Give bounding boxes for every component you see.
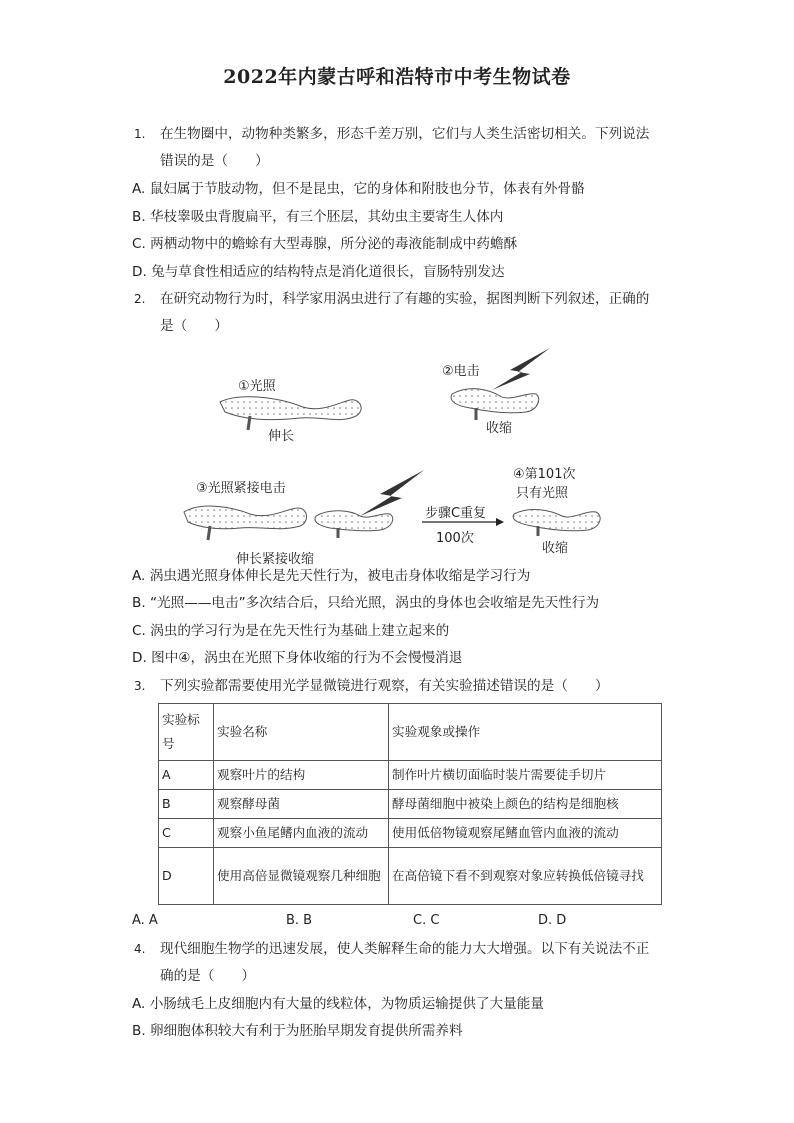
- option-b: B. 华枝睾吸虫背腹扁平，有三个胚层，其幼虫主要寄生人体内: [132, 209, 504, 225]
- table-cell: D: [159, 848, 214, 905]
- figure-label: ④第101次: [513, 467, 576, 482]
- lightning-icon: [492, 348, 550, 390]
- flatworm-contracted-icon: [315, 511, 393, 538]
- table-cell: A: [159, 761, 214, 790]
- figure-label: ③光照紧接电击: [196, 481, 286, 496]
- option-d: D. 图中④，涡虫在光照下身体收缩的行为不会慢慢消退: [132, 650, 463, 666]
- option-a: A. A: [132, 913, 158, 928]
- table-header-row: [159, 704, 662, 761]
- table-header-cell: 实验观象或操作: [389, 704, 662, 761]
- flatworm-elongated-icon: [184, 506, 307, 540]
- question-stem: 现代细胞生物学的迅速发展，使人类解释生命的能力大大增强。以下有关说法不正: [160, 941, 650, 957]
- table-cell: 观察小鱼尾鳍内血液的流动: [214, 819, 389, 848]
- option-b: B. B: [286, 913, 313, 928]
- figure-label: 伸长: [268, 429, 295, 444]
- question-stem: 是（ ）: [160, 318, 228, 334]
- page-title: 2022年内蒙古呼和浩特市中考生物试卷: [223, 66, 571, 88]
- figure-label: 步骤C重复: [425, 506, 487, 521]
- option-a: A. 小肠绒毛上皮细胞内有大量的线粒体，为物质运输提供了大量能量: [132, 996, 544, 1012]
- question-number: 4.: [134, 942, 146, 956]
- lightning-icon: [360, 470, 424, 516]
- table-cell: 制作叶片横切面临时装片需要徒手切片: [389, 761, 662, 790]
- question-stem: 确的是（ ）: [160, 968, 256, 984]
- figure-label: 100次: [436, 531, 474, 546]
- figure-label: ②电击: [442, 364, 480, 379]
- table-cell: 在高倍镜下看不到观察对象应转换低倍镜寻找: [389, 848, 662, 905]
- table-row: [159, 848, 662, 905]
- option-c: C. 两栖动物中的蟾蜍有大型毒腺，所分泌的毒液能制成中药蟾酥: [132, 236, 518, 252]
- option-c: C. C: [413, 913, 440, 928]
- figure-label: 收缩: [542, 541, 569, 556]
- option-a: A. 鼠妇属于节肢动物，但不是昆虫，它的身体和附肢也分节，体表有外骨骼: [132, 181, 585, 197]
- table-cell: 观察酵母菌: [214, 790, 389, 819]
- question-number: 3.: [134, 679, 146, 693]
- table-header-cell: 实验标号: [159, 704, 214, 761]
- flatworm-contracted-icon: [451, 389, 539, 420]
- figure-label: 收缩: [486, 421, 513, 436]
- table-cell: 酵母菌细胞中被染上颜色的结构是细胞核: [389, 790, 662, 819]
- table-cell: B: [159, 790, 214, 819]
- question-stem: 在研究动物行为时，科学家用涡虫进行了有趣的实验，据图判断下列叙述，正确的: [160, 291, 650, 307]
- option-b: B. “光照——电击”多次结合后，只给光照，涡虫的身体也会收缩是先天性行为: [132, 595, 600, 611]
- option-d: D. D: [538, 913, 567, 928]
- table-header-cell: 实验名称: [214, 704, 389, 761]
- table-cell: 观察叶片的结构: [214, 761, 389, 790]
- experiment-table: [158, 703, 662, 905]
- option-d: D. 兔与草食性相适应的结构特点是消化道很长，盲肠特别发达: [132, 264, 505, 280]
- question-stem: 错误的是（ ）: [160, 153, 269, 169]
- table-cell: 使用低倍物镜观察尾鳍血管内血液的流动: [389, 819, 662, 848]
- question-number: 1.: [134, 127, 146, 141]
- question-stem: 在生物圈中，动物种类繁多，形态千差万别，它们与人类生活密切相关。下列说法: [160, 126, 650, 142]
- option-c: C. 涡虫的学习行为是在先天性行为基础上建立起来的: [132, 623, 450, 639]
- question-stem: 下列实验都需要使用光学显微镜进行观察，有关实验描述错误的是（ ）: [160, 678, 609, 694]
- option-b: B. 卵细胞体积较大有利于为胚胎早期发育提供所需养料: [132, 1023, 463, 1039]
- flatworm-contracted-icon: [513, 510, 600, 536]
- figure-label: 只有光照: [516, 486, 569, 501]
- option-a: A. 涡虫遇光照身体伸长是先天性行为，被电击身体收缩是学习行为: [132, 568, 531, 584]
- table-row: [159, 761, 662, 790]
- question-number: 2.: [134, 292, 146, 306]
- figure-label: ①光照: [238, 379, 276, 394]
- table-row: [159, 790, 662, 819]
- table-cell: C: [159, 819, 214, 848]
- table-row: [159, 819, 662, 848]
- table-cell: 使用高倍显微镜观察几种细胞: [214, 848, 389, 905]
- figure-label: 伸长紧接收缩: [236, 552, 315, 567]
